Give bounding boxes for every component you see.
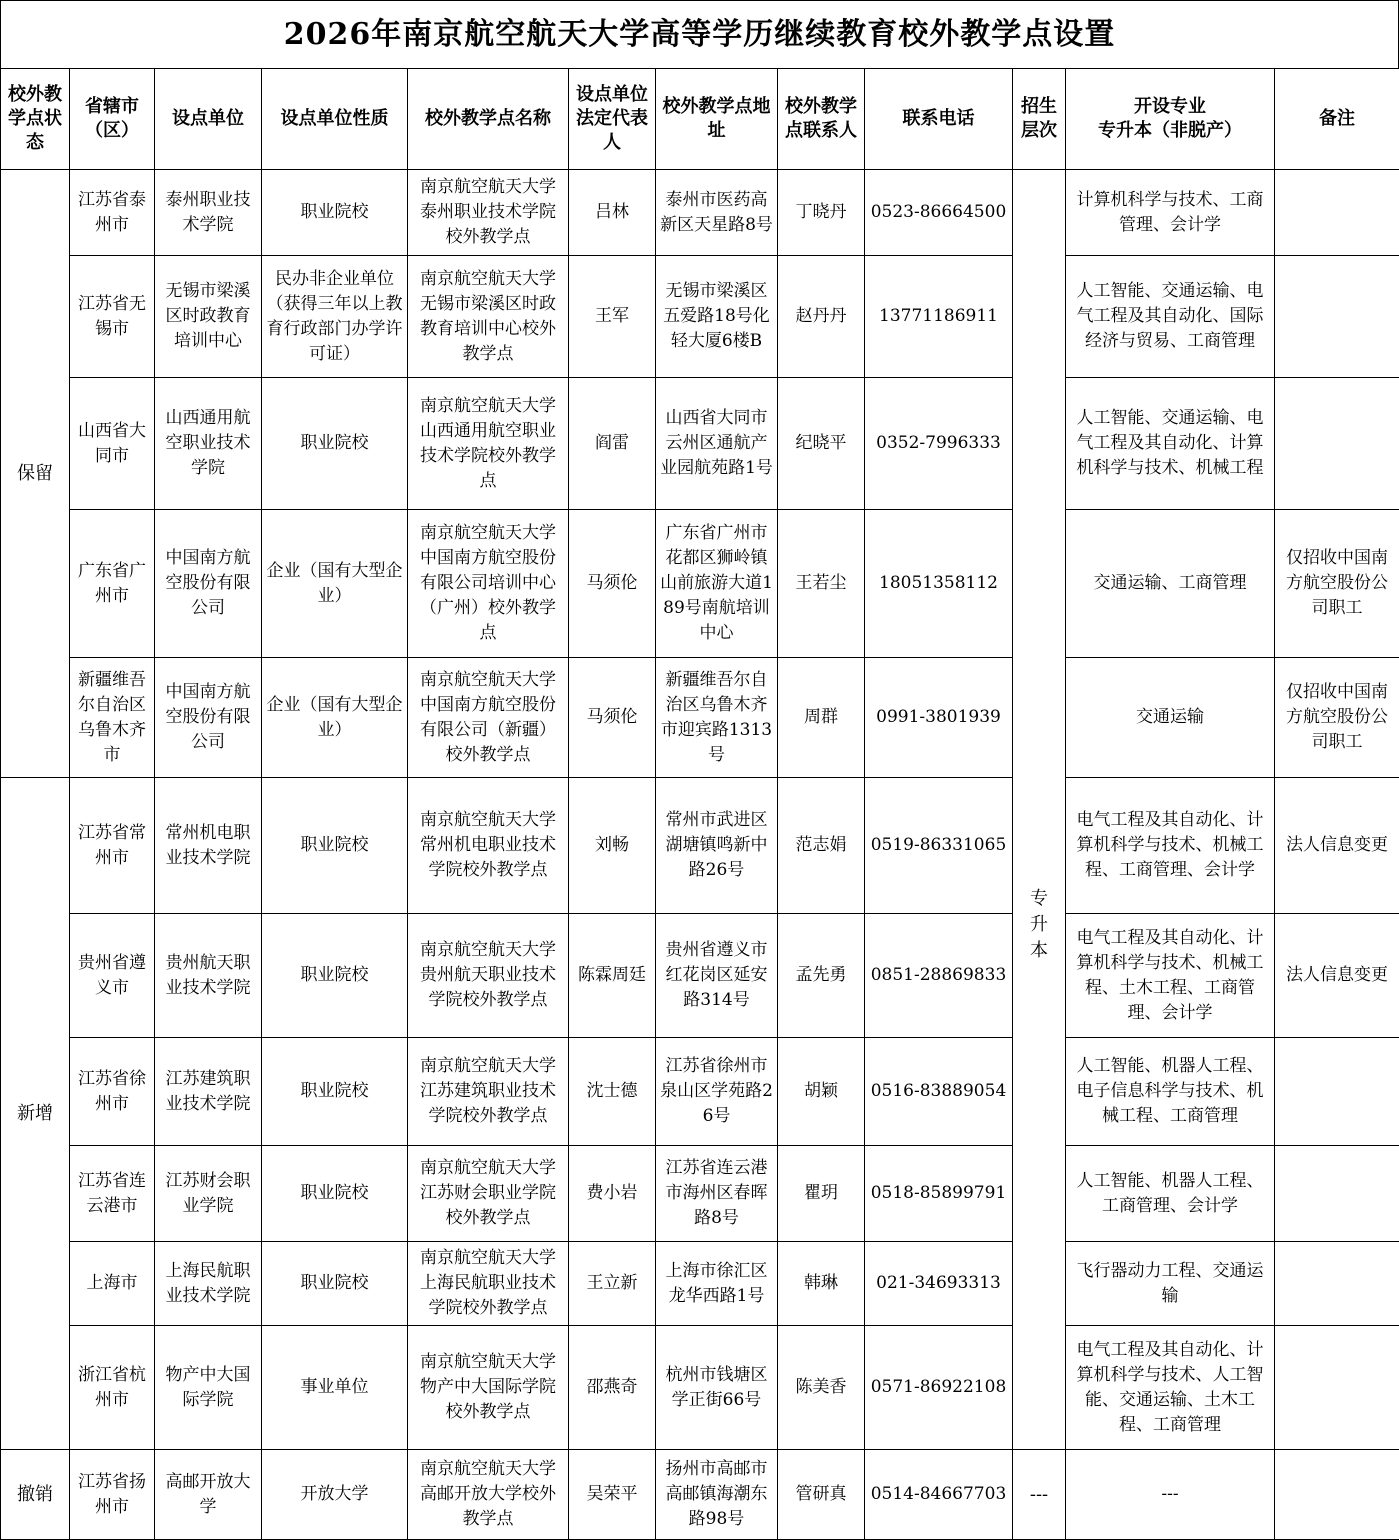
- table-row: [1, 1038, 1399, 1146]
- unit-cell: 物产中大国际学院: [155, 1326, 262, 1450]
- document-title: 2026年南京航空航天大学高等学历继续教育校外教学点设置: [0, 0, 1399, 68]
- rep-cell: 刘畅: [569, 778, 656, 914]
- table-row: [1, 1450, 1399, 1540]
- phone-cell: 0519-86331065: [865, 778, 1013, 914]
- majors-cell: 人工智能、交通运输、电气工程及其自动化、计算机科学与技术、机械工程: [1066, 378, 1275, 510]
- majors-cell: 人工智能、交通运输、电气工程及其自动化、国际经济与贸易、工商管理: [1066, 256, 1275, 378]
- address-cell: 新疆维吾尔自治区乌鲁木齐市迎宾路1313号: [656, 658, 778, 778]
- nature-cell: 企业（国有大型企业）: [262, 658, 408, 778]
- rep-cell: 王立新: [569, 1242, 656, 1326]
- address-cell: 广东省广州市花都区狮岭镇山前旅游大道189号南航培训中心: [656, 510, 778, 658]
- table-row: [1, 256, 1399, 378]
- contact-cell: 孟先勇: [778, 914, 865, 1038]
- rep-cell: 陈霖周廷: [569, 914, 656, 1038]
- nature-cell: 职业院校: [262, 778, 408, 914]
- unit-cell: 常州机电职业技术学院: [155, 778, 262, 914]
- header-contact: 校外教学点联系人: [778, 69, 865, 170]
- site-name-cell: 南京航空航天大学上海民航职业技术学院校外教学点: [408, 1242, 569, 1326]
- header-rep: 设点单位法定代表人: [569, 69, 656, 170]
- address-cell: 扬州市高邮市高邮镇海潮东路98号: [656, 1450, 778, 1540]
- site-name-cell: 南京航空航天大学无锡市梁溪区时政教育培训中心校外教学点: [408, 256, 569, 378]
- nature-cell: 职业院校: [262, 914, 408, 1038]
- majors-cell: 交通运输、工商管理: [1066, 510, 1275, 658]
- remark-cell: [1275, 1146, 1399, 1242]
- majors-cell: 飞行器动力工程、交通运输: [1066, 1242, 1275, 1326]
- unit-cell: 泰州职业技术学院: [155, 170, 262, 256]
- unit-cell: 江苏建筑职业技术学院: [155, 1038, 262, 1146]
- phone-cell: 0518-85899791: [865, 1146, 1013, 1242]
- phone-cell: 021-34693313: [865, 1242, 1013, 1326]
- remark-cell: 法人信息变更: [1275, 914, 1399, 1038]
- site-name-cell: 南京航空航天大学江苏建筑职业技术学院校外教学点: [408, 1038, 569, 1146]
- header-province: 省辖市（区）: [70, 69, 155, 170]
- phone-cell: 0514-84667703: [865, 1450, 1013, 1540]
- province-cell: 江苏省常州市: [70, 778, 155, 914]
- nature-cell: 职业院校: [262, 170, 408, 256]
- table-row: [1, 1146, 1399, 1242]
- nature-cell: 开放大学: [262, 1450, 408, 1540]
- phone-cell: 0571-86922108: [865, 1326, 1013, 1450]
- table-row: [1, 914, 1399, 1038]
- majors-cell: 人工智能、机器人工程、电子信息科学与技术、机械工程、工商管理: [1066, 1038, 1275, 1146]
- province-cell: 江苏省扬州市: [70, 1450, 155, 1540]
- remark-cell: [1275, 1450, 1399, 1540]
- majors-cell: 计算机科学与技术、工商管理、会计学: [1066, 170, 1275, 256]
- address-cell: 无锡市梁溪区五爱路18号化轻大厦6楼B: [656, 256, 778, 378]
- site-name-cell: 南京航空航天大学高邮开放大学校外教学点: [408, 1450, 569, 1540]
- majors-cell: 交通运输: [1066, 658, 1275, 778]
- province-cell: 贵州省遵义市: [70, 914, 155, 1038]
- address-cell: 江苏省连云港市海州区春晖路8号: [656, 1146, 778, 1242]
- level-cell-merged: [1013, 170, 1066, 1450]
- address-cell: 江苏省徐州市泉山区学苑路26号: [656, 1038, 778, 1146]
- address-cell: 贵州省遵义市红花岗区延安路314号: [656, 914, 778, 1038]
- unit-cell: 贵州航天职业技术学院: [155, 914, 262, 1038]
- unit-cell: 无锡市梁溪区时政教育培训中心: [155, 256, 262, 378]
- phone-cell: 0991-3801939: [865, 658, 1013, 778]
- contact-cell: 丁晓丹: [778, 170, 865, 256]
- table-row: [1, 658, 1399, 778]
- nature-cell: 职业院校: [262, 378, 408, 510]
- level-text: 专升本: [1030, 886, 1048, 964]
- contact-cell: 王若尘: [778, 510, 865, 658]
- remark-cell: 仅招收中国南方航空股份公司职工: [1275, 658, 1399, 778]
- remark-cell: [1275, 1038, 1399, 1146]
- site-name-cell: 南京航空航天大学泰州职业技术学院校外教学点: [408, 170, 569, 256]
- remark-cell: [1275, 1326, 1399, 1450]
- remark-cell: [1275, 378, 1399, 510]
- site-name-cell: 南京航空航天大学江苏财会职业学院校外教学点: [408, 1146, 569, 1242]
- header-site-name: 校外教学点名称: [408, 69, 569, 170]
- site-name-cell: 南京航空航天大学山西通用航空职业技术学院校外教学点: [408, 378, 569, 510]
- site-name-cell: 南京航空航天大学贵州航天职业技术学院校外教学点: [408, 914, 569, 1038]
- province-cell: 山西省大同市: [70, 378, 155, 510]
- phone-cell: 0352-7996333: [865, 378, 1013, 510]
- address-cell: 山西省大同市云州区通航产业园航苑路1号: [656, 378, 778, 510]
- header-remark: 备注: [1275, 69, 1399, 170]
- province-cell: 江苏省无锡市: [70, 256, 155, 378]
- header-majors: [1066, 69, 1275, 170]
- majors-cell: 电气工程及其自动化、计算机科学与技术、机械工程、土木工程、工商管理、会计学: [1066, 914, 1275, 1038]
- site-name-cell: 南京航空航天大学中国南方航空股份有限公司（新疆）校外教学点: [408, 658, 569, 778]
- header-status: 校外教学点状态: [1, 69, 70, 170]
- rep-cell: 马须伦: [569, 510, 656, 658]
- contact-cell: 胡颖: [778, 1038, 865, 1146]
- province-cell: 浙江省杭州市: [70, 1326, 155, 1450]
- contact-cell: 周群: [778, 658, 865, 778]
- header-majors-line2: 专升本（非脱产）: [1070, 119, 1270, 143]
- contact-cell: 瞿玥: [778, 1146, 865, 1242]
- nature-cell: 事业单位: [262, 1326, 408, 1450]
- unit-cell: 山西通用航空职业技术学院: [155, 378, 262, 510]
- header-unit: 设点单位: [155, 69, 262, 170]
- phone-cell: 18051358112: [865, 510, 1013, 658]
- province-cell: 江苏省连云港市: [70, 1146, 155, 1242]
- rep-cell: 马须伦: [569, 658, 656, 778]
- site-name-cell: 南京航空航天大学中国南方航空股份有限公司培训中心（广州）校外教学点: [408, 510, 569, 658]
- phone-cell: 0516-83889054: [865, 1038, 1013, 1146]
- table-row: [1, 1242, 1399, 1326]
- header-address: 校外教学点地址: [656, 69, 778, 170]
- province-cell: 上海市: [70, 1242, 155, 1326]
- status-cell-revoke: 撤销: [1, 1450, 70, 1540]
- rep-cell: 费小岩: [569, 1146, 656, 1242]
- header-level: 招生层次: [1013, 69, 1066, 170]
- nature-cell: 职业院校: [262, 1242, 408, 1326]
- province-cell: 江苏省徐州市: [70, 1038, 155, 1146]
- header-majors-line1: 开设专业: [1070, 95, 1270, 119]
- province-cell: 新疆维吾尔自治区乌鲁木齐市: [70, 658, 155, 778]
- phone-cell: 0523-86664500: [865, 170, 1013, 256]
- level-cell-dash: ---: [1013, 1450, 1066, 1540]
- unit-cell: 中国南方航空股份有限公司: [155, 510, 262, 658]
- rep-cell: 吴荣平: [569, 1450, 656, 1540]
- contact-cell: 韩琳: [778, 1242, 865, 1326]
- address-cell: 上海市徐汇区龙华西路1号: [656, 1242, 778, 1326]
- status-cell-new: 新增: [1, 778, 70, 1450]
- nature-cell: 职业院校: [262, 1146, 408, 1242]
- remark-cell: 仅招收中国南方航空股份公司职工: [1275, 510, 1399, 658]
- address-cell: 泰州市医药高新区天星路8号: [656, 170, 778, 256]
- site-name-cell: 南京航空航天大学物产中大国际学院校外教学点: [408, 1326, 569, 1450]
- site-name-cell: 南京航空航天大学常州机电职业技术学院校外教学点: [408, 778, 569, 914]
- contact-cell: 陈美香: [778, 1326, 865, 1450]
- contact-cell: 管研真: [778, 1450, 865, 1540]
- header-row: [1, 69, 1399, 170]
- unit-cell: 江苏财会职业学院: [155, 1146, 262, 1242]
- table-row: [1, 510, 1399, 658]
- contact-cell: 赵丹丹: [778, 256, 865, 378]
- unit-cell: 高邮开放大学: [155, 1450, 262, 1540]
- remark-cell: 法人信息变更: [1275, 778, 1399, 914]
- header-phone: 联系电话: [865, 69, 1013, 170]
- rep-cell: 吕林: [569, 170, 656, 256]
- remark-cell: [1275, 256, 1399, 378]
- teaching-sites-table: [0, 68, 1399, 1540]
- contact-cell: 范志娟: [778, 778, 865, 914]
- table-body: [1, 170, 1399, 1540]
- rep-cell: 邵燕奇: [569, 1326, 656, 1450]
- majors-cell: 电气工程及其自动化、计算机科学与技术、机械工程、工商管理、会计学: [1066, 778, 1275, 914]
- majors-cell: ---: [1066, 1450, 1275, 1540]
- majors-cell: 电气工程及其自动化、计算机科学与技术、人工智能、交通运输、土木工程、工商管理: [1066, 1326, 1275, 1450]
- contact-cell: 纪晓平: [778, 378, 865, 510]
- status-cell-retain: 保留: [1, 170, 70, 778]
- nature-cell: 职业院校: [262, 1038, 408, 1146]
- rep-cell: 沈士德: [569, 1038, 656, 1146]
- province-cell: 广东省广州市: [70, 510, 155, 658]
- address-cell: 常州市武进区湖塘镇鸣新中路26号: [656, 778, 778, 914]
- rep-cell: 阎雷: [569, 378, 656, 510]
- address-cell: 杭州市钱塘区学正街66号: [656, 1326, 778, 1450]
- rep-cell: 王军: [569, 256, 656, 378]
- unit-cell: 中国南方航空股份有限公司: [155, 658, 262, 778]
- table-row: [1, 778, 1399, 914]
- phone-cell: 0851-28869833: [865, 914, 1013, 1038]
- nature-cell: 民办非企业单位（获得三年以上教育行政部门办学许可证）: [262, 256, 408, 378]
- phone-cell: 13771186911: [865, 256, 1013, 378]
- table-row: [1, 1326, 1399, 1450]
- unit-cell: 上海民航职业技术学院: [155, 1242, 262, 1326]
- province-cell: 江苏省泰州市: [70, 170, 155, 256]
- table-row: [1, 170, 1399, 256]
- nature-cell: 企业（国有大型企业）: [262, 510, 408, 658]
- header-nature: 设点单位性质: [262, 69, 408, 170]
- majors-cell: 人工智能、机器人工程、工商管理、会计学: [1066, 1146, 1275, 1242]
- remark-cell: [1275, 170, 1399, 256]
- remark-cell: [1275, 1242, 1399, 1326]
- table-row: [1, 378, 1399, 510]
